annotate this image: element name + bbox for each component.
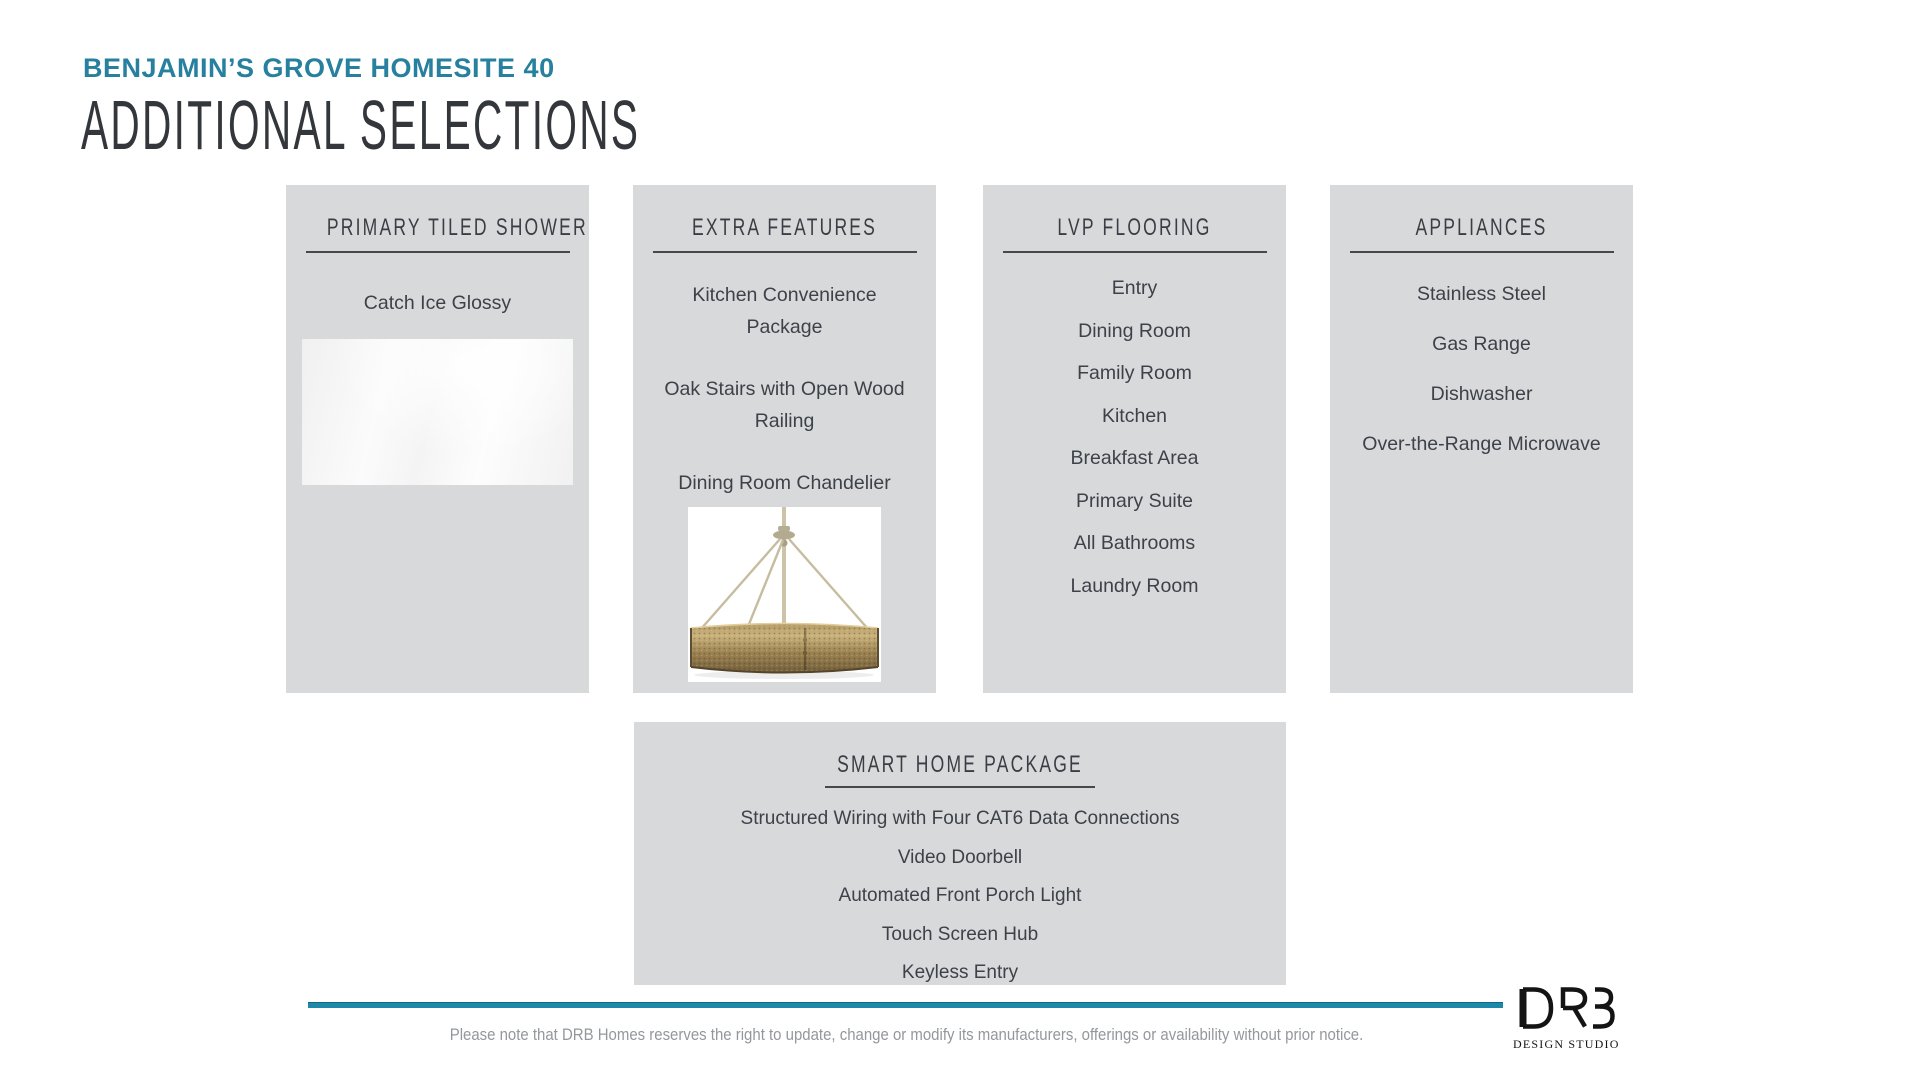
card-lvp-flooring: [983, 185, 1286, 693]
card-title-appliances: APPLIANCES: [1415, 214, 1548, 241]
list-item: Gas Range: [1432, 333, 1531, 355]
title-underline: [1350, 251, 1614, 253]
card-extra-features: [633, 185, 936, 693]
extra-features-list: [633, 279, 936, 499]
list-item: Dishwasher: [1430, 383, 1533, 405]
footer-disclaimer: Please note that DRB Homes reserves the right to update, change or modify its manufacturers, offerings or availability without prior notice.: [449, 1025, 1364, 1044]
chandelier-image: [688, 507, 881, 682]
card-appliances: [1330, 185, 1633, 693]
list-item: Kitchen: [1101, 404, 1168, 427]
smart-home-list: [634, 800, 1286, 993]
title-underline: [825, 786, 1095, 788]
title-underline: [653, 251, 917, 253]
list-item: Dining Room: [1078, 319, 1191, 342]
list-item: Over-the-Range Microwave: [1362, 433, 1601, 455]
drb-logo: [1513, 985, 1620, 1052]
list-item: Structured Wiring with Four CAT6 Data Connections: [740, 808, 1180, 829]
community-homesite-label: BENJAMIN’S GROVE HOMESITE 40: [83, 53, 555, 83]
card-title-extra-features: EXTRA FEATURES: [691, 214, 878, 241]
list-item: Dining Room Chandelier: [678, 472, 891, 494]
drb-logo-mark: [1515, 985, 1615, 1031]
card-smart-home-package: [634, 722, 1286, 985]
drb-logo-tagline: DESIGN STUDIO: [1513, 1037, 1620, 1051]
list-item: Video Doorbell: [897, 846, 1023, 868]
list-item: Kitchen Convenience Package: [692, 284, 877, 338]
list-item: Entry: [1111, 277, 1158, 299]
chandelier-drawing: [688, 507, 881, 682]
title-underline: [1003, 251, 1267, 253]
footer-accent-line: [308, 1002, 1503, 1008]
list-item: Primary Suite: [1075, 489, 1194, 512]
list-item: Automated Front Porch Light: [838, 885, 1082, 906]
list-item: Oak Stairs with Open Wood Railing: [664, 378, 905, 432]
tile-swatch-image: [302, 339, 573, 485]
page-title: ADDITIONAL SELECTIONS: [81, 86, 641, 164]
card-title-lvp-flooring: LVP FLOORING: [1057, 214, 1212, 241]
selection-item: Catch Ice Glossy: [363, 292, 512, 314]
list-item: Laundry Room: [1070, 574, 1199, 597]
lvp-room-list: [983, 267, 1286, 607]
list-item: Stainless Steel: [1417, 283, 1546, 305]
list-item: Touch Screen Hub: [881, 923, 1039, 945]
list-item: Keyless Entry: [901, 962, 1019, 983]
card-title-primary-tiled-shower: PRIMARY TILED SHOWER: [326, 214, 588, 241]
card-title-smart-home-package: SMART HOME PACKAGE: [837, 751, 1083, 778]
list-item: All Bathrooms: [1073, 532, 1196, 554]
appliances-list: [1330, 269, 1633, 469]
card-primary-tiled-shower: [286, 185, 589, 693]
list-item: Breakfast Area: [1070, 447, 1199, 469]
list-item: Family Room: [1077, 362, 1192, 384]
title-underline: [306, 251, 570, 253]
